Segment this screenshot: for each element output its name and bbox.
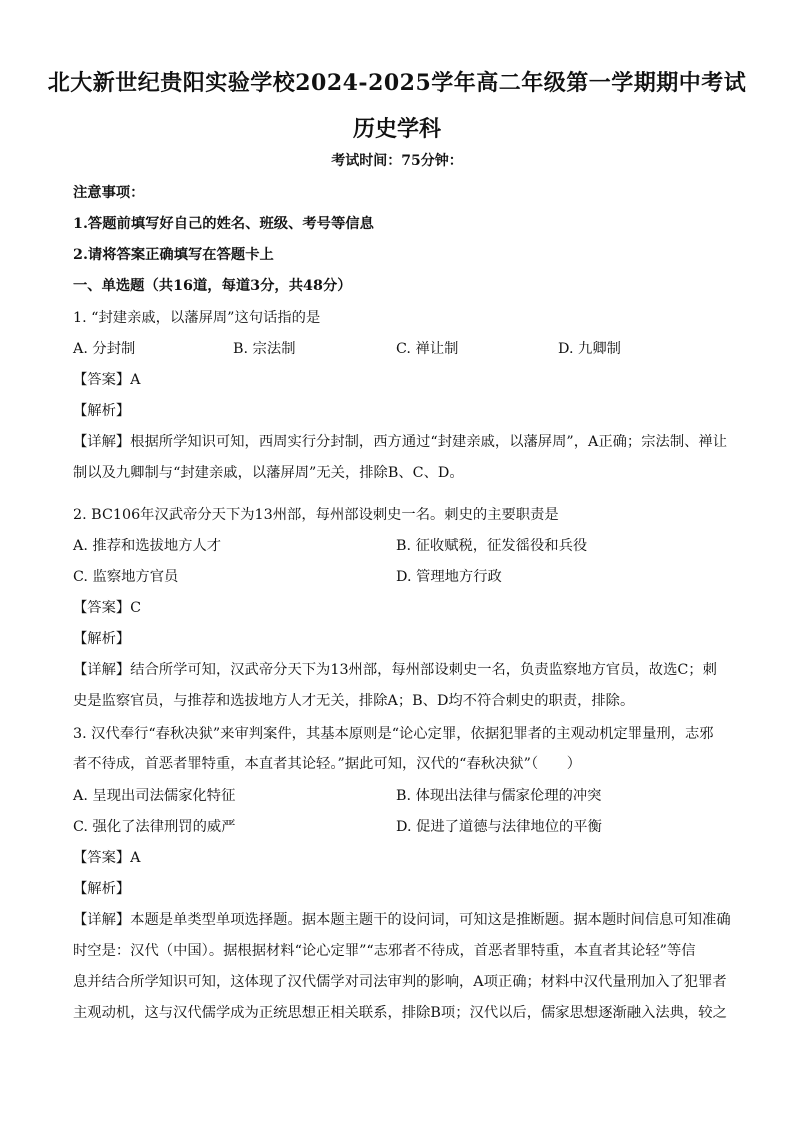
question-2-option-b: B. 征收赋税，征发徭役和兵役 (396, 538, 588, 554)
notice-item-1: 1.答题前填写好自己的姓名、班级、考号等信息 (73, 216, 374, 232)
question-3-stem: 3. 汉代奉行“春秋决狱”来审判案件，其基本原则是“论心定罪，依据犯罪者的主观动机定罪量刑，志邪 (73, 726, 714, 742)
question-1-detail: 【详解】根据所学知识可知，西周实行分封制，西方通过“封建亲戚，以藩屏周”，A正确；宗法制、禅让 (73, 434, 728, 450)
question-1-stem: 1. “封建亲戚，以藩屏周”这句话指的是 (73, 310, 321, 326)
exam-title: 北大新世纪贵阳实验学校2024-2025学年高二年级第一学期期中考试 (47, 70, 747, 96)
question-3-option-c: C. 强化了法律刑罚的威严 (73, 819, 236, 835)
question-3-detail: 主观动机，这与汉代儒学成为正统思想正相关联系，排除B项；汉代以后，儒家思想逐渐融入法典，较之 (73, 1005, 727, 1021)
question-1-answer: 【答案】A (73, 372, 141, 388)
section-heading: 一、单选题（共16道，每道3分，共48分） (73, 278, 352, 294)
question-3-analysis: 【解析】 (73, 881, 131, 897)
subject-title: 历史学科 (352, 116, 441, 142)
question-2-detail: 【详解】结合所学可知，汉武帝分天下为13州部，每州部设刺史一名，负责监察地方官员，故选C；刺 (73, 662, 717, 678)
question-1-option-d: D. 九卿制 (558, 341, 621, 357)
exam-time: 考试时间：75分钟： (331, 153, 463, 169)
notice-heading: 注意事项： (73, 185, 145, 201)
question-3-detail: 息并结合所学知识可知，这体现了汉代儒学对司法审判的影响，A项正确；材料中汉代量刑加入了犯罪者 (73, 974, 727, 990)
question-2-option-d: D. 管理地方行政 (396, 569, 502, 585)
question-2-answer: 【答案】C (73, 600, 142, 616)
question-3-option-b: B. 体现出法律与儒家伦理的冲突 (396, 788, 602, 804)
question-3-option-d: D. 促进了道德与法律地位的平衡 (396, 819, 602, 835)
question-3-option-a: A. 呈现出司法儒家化特征 (73, 788, 236, 804)
question-3-answer: 【答案】A (73, 850, 141, 866)
question-3-detail: 时空是：汉代（中国）。据根据材料“论心定罪”“志邪者不待成，首恶者罪特重，本直者其论轻”等信 (73, 943, 696, 959)
question-2-option-c: C. 监察地方官员 (73, 569, 179, 585)
question-3-stem: 者不待成，首恶者罪特重，本直者其论轻。”据此可知，汉代的“春秋决狱”（ ） (73, 756, 582, 772)
question-1-option-b: B. 宗法制 (233, 341, 296, 357)
question-1-option-a: A. 分封制 (73, 341, 136, 357)
question-3-detail: 【详解】本题是单类型单项选择题。据本题主题干的设问词，可知这是推断题。据本题时间信息可知准确 (73, 912, 731, 928)
question-2-analysis: 【解析】 (73, 631, 131, 647)
question-2-option-a: A. 推荐和选拔地方人才 (73, 538, 222, 554)
question-1-analysis: 【解析】 (73, 403, 131, 419)
question-1-detail: 制以及九卿制与“封建亲戚，以藩屏周”无关，排除B、C、D。 (73, 465, 464, 481)
question-1-option-c: C. 禅让制 (396, 341, 459, 357)
question-2-stem: 2. BC106年汉武帝分天下为13州部，每州部设刺史一名。刺史的主要职责是 (73, 507, 559, 523)
notice-item-2: 2.请将答案正确填写在答题卡上 (73, 247, 274, 263)
question-2-detail: 史是监察官员，与推荐和选拔地方人才无关，排除A；B、D均不符合刺史的职责，排除。 (73, 693, 635, 709)
